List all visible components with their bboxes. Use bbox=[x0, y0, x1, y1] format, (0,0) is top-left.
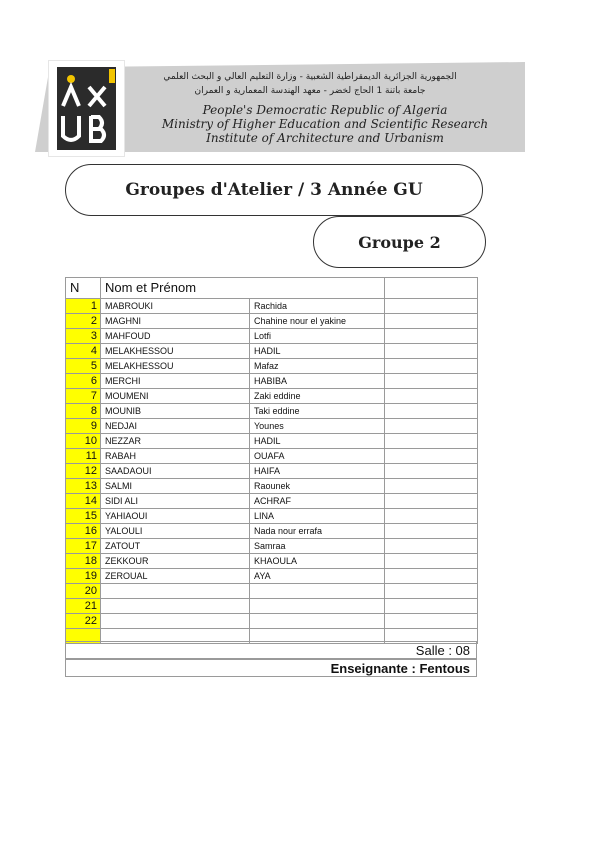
row-number: 6 bbox=[66, 374, 101, 389]
extra-cell bbox=[385, 449, 478, 464]
student-last-name: MELAKHESSOU bbox=[101, 344, 250, 359]
extra-cell bbox=[385, 299, 478, 314]
student-last-name: MAHFOUD bbox=[101, 329, 250, 344]
table-header-row bbox=[66, 278, 478, 299]
student-last-name: NEDJAI bbox=[101, 419, 250, 434]
table-row bbox=[66, 419, 478, 434]
header-ministry: Ministry of Higher Education and Scientific Research bbox=[161, 117, 489, 131]
student-first-name bbox=[250, 584, 385, 599]
header-country: People's Democratic Republic of Algeria bbox=[202, 103, 448, 117]
student-first-name: Taki eddine bbox=[250, 404, 385, 419]
extra-cell bbox=[385, 479, 478, 494]
table-row bbox=[66, 584, 478, 599]
student-first-name: Samraa bbox=[250, 539, 385, 554]
student-last-name bbox=[101, 599, 250, 614]
header-name: Nom et Prénom bbox=[101, 278, 385, 299]
table-row bbox=[66, 434, 478, 449]
student-last-name: SIDI ALI bbox=[101, 494, 250, 509]
row-number: 17 bbox=[66, 539, 101, 554]
table-row bbox=[66, 374, 478, 389]
row-number: 20 bbox=[66, 584, 101, 599]
student-last-name: ZEROUAL bbox=[101, 569, 250, 584]
table-row bbox=[66, 389, 478, 404]
student-first-name: Nada nour errafa bbox=[250, 524, 385, 539]
row-number: 8 bbox=[66, 404, 101, 419]
row-number: 13 bbox=[66, 479, 101, 494]
student-first-name bbox=[250, 614, 385, 629]
extra-cell bbox=[385, 464, 478, 479]
row-number: 7 bbox=[66, 389, 101, 404]
table-row bbox=[66, 539, 478, 554]
header-institute: Institute of Architecture and Urbanism bbox=[206, 131, 444, 145]
extra-cell bbox=[385, 599, 478, 614]
row-number: 14 bbox=[66, 494, 101, 509]
extra-cell bbox=[385, 344, 478, 359]
student-first-name: HADIL bbox=[250, 434, 385, 449]
student-first-name: Lotfi bbox=[250, 329, 385, 344]
row-number: 4 bbox=[66, 344, 101, 359]
student-first-name: AYA bbox=[250, 569, 385, 584]
page-title: Groupes d'Atelier / 3 Année GU bbox=[65, 164, 483, 216]
table-row bbox=[66, 329, 478, 344]
row-number: 12 bbox=[66, 464, 101, 479]
teacher-label: Enseignante : Fentous bbox=[65, 659, 477, 677]
table-row bbox=[66, 314, 478, 329]
header-extra bbox=[385, 278, 478, 299]
extra-cell bbox=[385, 314, 478, 329]
student-last-name: ZATOUT bbox=[101, 539, 250, 554]
student-first-name: LINA bbox=[250, 509, 385, 524]
student-table bbox=[65, 277, 478, 644]
row-number: 1 bbox=[66, 299, 101, 314]
room-label: Salle : 08 bbox=[65, 641, 477, 659]
student-last-name: ZEKKOUR bbox=[101, 554, 250, 569]
student-last-name: MOUMENI bbox=[101, 389, 250, 404]
student-first-name: ACHRAF bbox=[250, 494, 385, 509]
student-first-name bbox=[250, 599, 385, 614]
student-first-name: HADIL bbox=[250, 344, 385, 359]
group-label: Groupe 2 bbox=[313, 216, 486, 268]
student-first-name: Mafaz bbox=[250, 359, 385, 374]
student-last-name: MOUNIB bbox=[101, 404, 250, 419]
table-row bbox=[66, 359, 478, 374]
student-last-name bbox=[101, 584, 250, 599]
student-last-name: MERCHI bbox=[101, 374, 250, 389]
student-first-name: HABIBA bbox=[250, 374, 385, 389]
arabic-header-line-1: الجمهورية الجزائرية الديمقراطية الشعبية - وزارة التعليم العالي و البحث العلمي bbox=[163, 72, 457, 82]
table-row bbox=[66, 449, 478, 464]
extra-cell bbox=[385, 509, 478, 524]
table-row bbox=[66, 554, 478, 569]
extra-cell bbox=[385, 374, 478, 389]
extra-cell bbox=[385, 434, 478, 449]
extra-cell bbox=[385, 389, 478, 404]
student-first-name: Raounek bbox=[250, 479, 385, 494]
row-number: 10 bbox=[66, 434, 101, 449]
table-row bbox=[66, 299, 478, 314]
row-number: 9 bbox=[66, 419, 101, 434]
table-row bbox=[66, 599, 478, 614]
arabic-header-line-2: جامعة باتنة 1 الحاج لخضر - معهد الهندسة المعمارية و العمران bbox=[194, 86, 426, 96]
extra-cell bbox=[385, 404, 478, 419]
student-first-name: Chahine nour el yakine bbox=[250, 314, 385, 329]
table-row bbox=[66, 494, 478, 509]
student-first-name: OUAFA bbox=[250, 449, 385, 464]
row-number: 15 bbox=[66, 509, 101, 524]
table-row bbox=[66, 479, 478, 494]
student-last-name: YAHIAOUI bbox=[101, 509, 250, 524]
student-last-name: NEZZAR bbox=[101, 434, 250, 449]
table-row bbox=[66, 569, 478, 584]
extra-cell bbox=[385, 539, 478, 554]
extra-cell bbox=[385, 494, 478, 509]
table-row bbox=[66, 464, 478, 479]
extra-cell bbox=[385, 614, 478, 629]
table-row bbox=[66, 344, 478, 359]
extra-cell bbox=[385, 584, 478, 599]
student-first-name: Younes bbox=[250, 419, 385, 434]
row-number: 16 bbox=[66, 524, 101, 539]
table-row bbox=[66, 509, 478, 524]
extra-cell bbox=[385, 359, 478, 374]
row-number: 18 bbox=[66, 554, 101, 569]
row-number: 2 bbox=[66, 314, 101, 329]
institute-logo bbox=[48, 60, 125, 157]
student-last-name bbox=[101, 614, 250, 629]
row-number: 11 bbox=[66, 449, 101, 464]
student-last-name: MELAKHESSOU bbox=[101, 359, 250, 374]
table-row bbox=[66, 404, 478, 419]
student-last-name: YALOULI bbox=[101, 524, 250, 539]
student-last-name: SAADAOUI bbox=[101, 464, 250, 479]
row-number: 22 bbox=[66, 614, 101, 629]
student-first-name: Rachida bbox=[250, 299, 385, 314]
row-number: 21 bbox=[66, 599, 101, 614]
student-first-name: Zaki eddine bbox=[250, 389, 385, 404]
row-number: 3 bbox=[66, 329, 101, 344]
extra-cell bbox=[385, 524, 478, 539]
header-number: N bbox=[66, 278, 101, 299]
row-number: 5 bbox=[66, 359, 101, 374]
student-last-name: MABROUKI bbox=[101, 299, 250, 314]
student-last-name: MAGHNI bbox=[101, 314, 250, 329]
extra-cell bbox=[385, 419, 478, 434]
extra-cell bbox=[385, 569, 478, 584]
student-last-name: RABAH bbox=[101, 449, 250, 464]
extra-cell bbox=[385, 329, 478, 344]
extra-cell bbox=[385, 554, 478, 569]
student-last-name: SALMI bbox=[101, 479, 250, 494]
row-number: 19 bbox=[66, 569, 101, 584]
student-first-name: HAIFA bbox=[250, 464, 385, 479]
student-first-name: KHAOULA bbox=[250, 554, 385, 569]
table-row bbox=[66, 614, 478, 629]
table-row bbox=[66, 524, 478, 539]
